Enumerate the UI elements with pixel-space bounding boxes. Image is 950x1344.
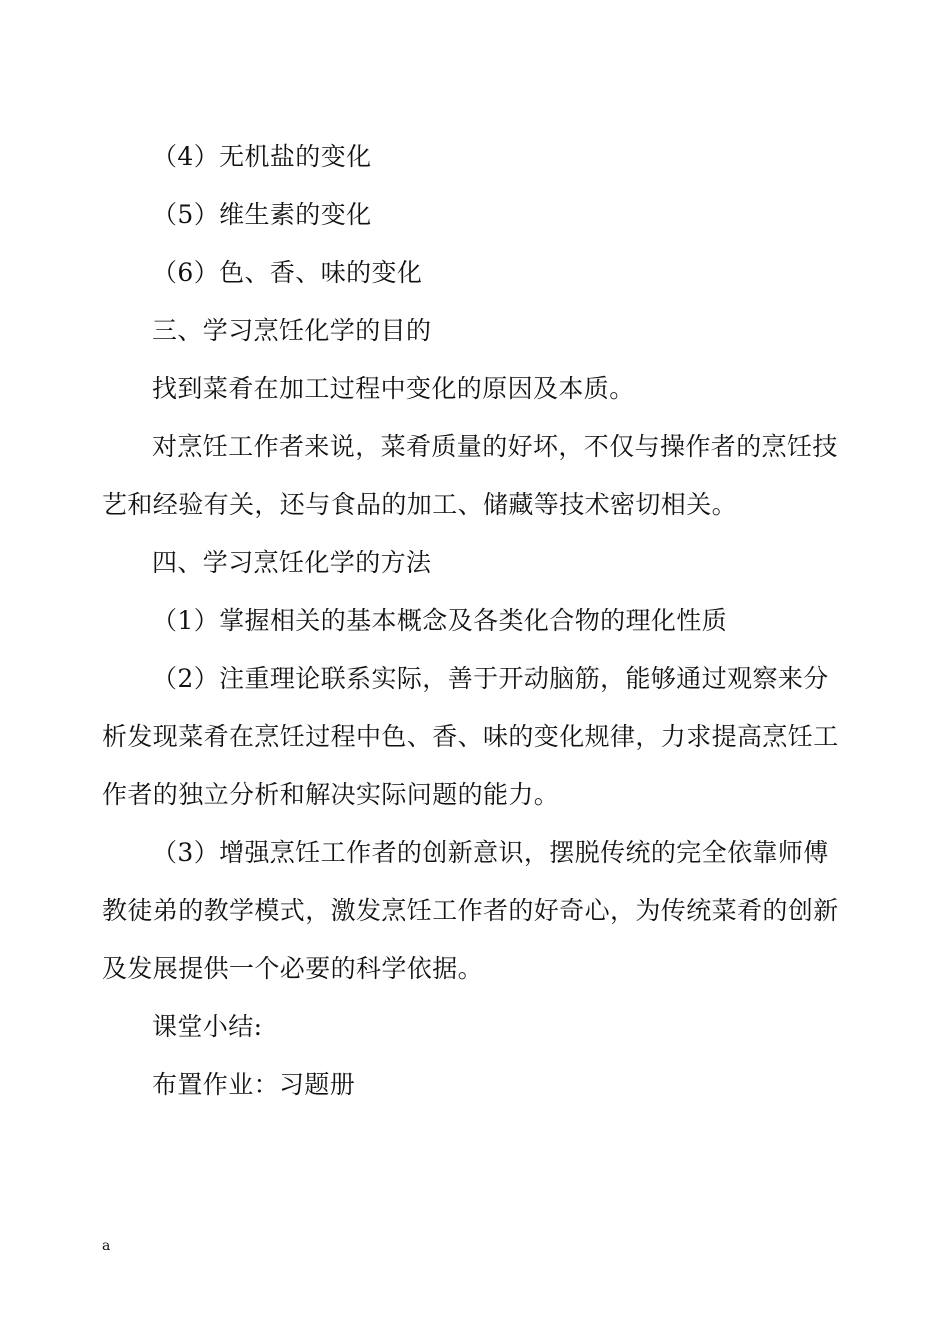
paragraph-item-5-vitamins: （5）维生素的变化	[152, 200, 372, 229]
paragraph-method-1: （1）掌握相关的基本概念及各类化合物的理化性质	[152, 606, 728, 635]
paragraph-item-6-color-aroma-taste: （6）色、香、味的变化	[152, 258, 423, 287]
paragraph-purpose-summary: 找到菜肴在加工过程中变化的原因及本质。	[152, 374, 635, 403]
section-heading-purpose: 三、学习烹饪化学的目的	[152, 316, 432, 345]
paragraph-purpose-detail: 对烹饪工作者来说，菜肴质量的好坏，不仅与操作者的烹饪技艺和经验有关，还与食品的加工、储藏等技术密切相关。	[102, 432, 838, 519]
paragraph-method-3: （3）增强烹饪工作者的创新意识，摆脱传统的完全依靠师傅教徒弟的教学模式，激发烹饪工作者的好奇心，为传统菜肴的创新及发展提供一个必要的科学依据。	[102, 838, 839, 983]
page-footer-mark: a	[102, 1238, 111, 1254]
paragraph-item-4-mineral-salts: （4）无机盐的变化	[152, 142, 372, 171]
section-heading-method: 四、学习烹饪化学的方法	[152, 548, 432, 577]
paragraph-method-2: （2）注重理论联系实际，善于开动脑筋，能够通过观察来分析发现菜肴在烹饪过程中色、香、味的变化规律，力求提高烹饪工作者的独立分析和解决实际问题的能力。	[102, 664, 839, 809]
document-body	[102, 128, 852, 1114]
paragraph-class-summary: 课堂小结:	[152, 1012, 263, 1041]
paragraph-homework: 布置作业：习题册	[152, 1070, 356, 1099]
